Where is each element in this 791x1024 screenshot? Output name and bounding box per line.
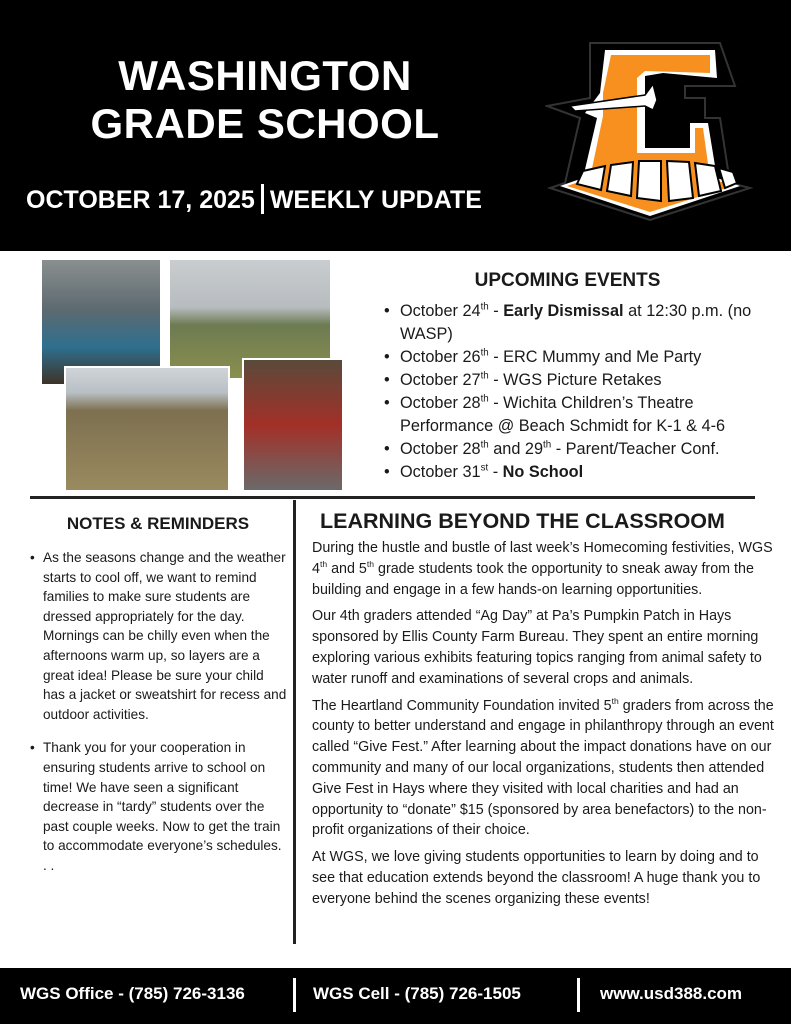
event-item: • October 24th - Early Dismissal at 12:30 p.m. (no WASP) — [370, 300, 785, 346]
horizontal-divider — [30, 496, 755, 499]
date-line — [26, 184, 482, 215]
article-paragraph: During the hustle and bustle of last week’s Homecoming festivities, WGS 4th and 5th grade students took the opportunity to sneak away from the building and engage in a few hands-on learning opportunities. — [312, 540, 773, 598]
issue-subtitle: WEEKLY UPDATE — [269, 186, 482, 214]
school-name — [40, 52, 490, 148]
article-paragraph: Our 4th graders attended “Ag Day” at Pa’s Pumpkin Patch in Hays sponsored by Ellis County Farm Bureau. They spent an entire morning exploring various exhibits featuring topics ranging from animal safety to water runoff and examinations of several crops and animals. — [312, 608, 762, 687]
events-heading: UPCOMING EVENTS — [474, 270, 661, 291]
issue-date: OCTOBER 17, 2025 — [26, 186, 255, 214]
upcoming-events — [370, 270, 785, 484]
article-learning-beyond — [312, 509, 782, 916]
website-link[interactable]: www.usd388.com — [600, 984, 743, 1003]
title-line-1: WASHINGTON — [118, 52, 412, 99]
vertical-divider — [293, 500, 296, 944]
notes-heading: NOTES & REMINDERS — [66, 514, 250, 533]
event-item: • October 28th and 29th - Parent/Teacher Conf. — [370, 438, 785, 461]
footer-contact-bar — [0, 968, 791, 1024]
footer-separator — [293, 978, 296, 1012]
article-heading: LEARNING BEYOND THE CLASSROOM — [320, 509, 725, 533]
article-paragraph: The Heartland Community Foundation invited 5th graders from across the county to better understand and engage in philanthropy through an event called “Give Fest.” After learning about the impact donations have on our community and many of our local organizations, students then attended Give Fest in Hays where they visited with local charities and had an opportunity to “donate” $15 (sponsored by area benefactors) to the non-profit organizations of their choice. — [312, 695, 774, 839]
article-paragraph: At WGS, we love giving students opportunities to learn by doing and to see that education extends beyond the classroom! A huge thank you to everyone behind the scenes organizing these events! — [312, 849, 761, 907]
event-item: • October 26th - ERC Mummy and Me Party — [370, 346, 785, 369]
event-item: • October 27th - WGS Picture Retakes — [370, 369, 785, 392]
office-phone[interactable]: WGS Office - (785) 726-3136 — [20, 984, 245, 1003]
photo-give-fest — [242, 358, 344, 492]
notes-reminders — [28, 514, 288, 890]
school-logo-icon — [545, 38, 760, 223]
note-item: • As the seasons change and the weather starts to cool off, we want to remind families to make sure students are dressed appropriately for the day. Mornings can be chilly even when the afternoons warm up, so layers are a great idea! Please be sure your child has a jacket or sweatshirt for recess and outdoor activities. — [28, 548, 288, 724]
header-banner — [0, 0, 791, 251]
separator — [261, 184, 264, 214]
photo-collage — [40, 258, 345, 493]
photo-students-outdoors — [64, 366, 230, 492]
note-item: • Thank you for your cooperation in ensuring students arrive to school on time! We have seen a significant decrease in “tardy” students over the past couple weeks. Now to get the train to accommodate everyone’s schedules. . . — [28, 738, 288, 875]
event-item: • October 31st - No School — [370, 461, 785, 484]
cell-phone[interactable]: WGS Cell - (785) 726-1505 — [313, 984, 521, 1003]
event-item: • October 28th - Wichita Children’s Theatre Performance @ Beach Schmidt for K-1 & 4-6 — [370, 392, 785, 438]
title-line-2: GRADE SCHOOL — [90, 100, 440, 147]
footer-separator — [577, 978, 580, 1012]
